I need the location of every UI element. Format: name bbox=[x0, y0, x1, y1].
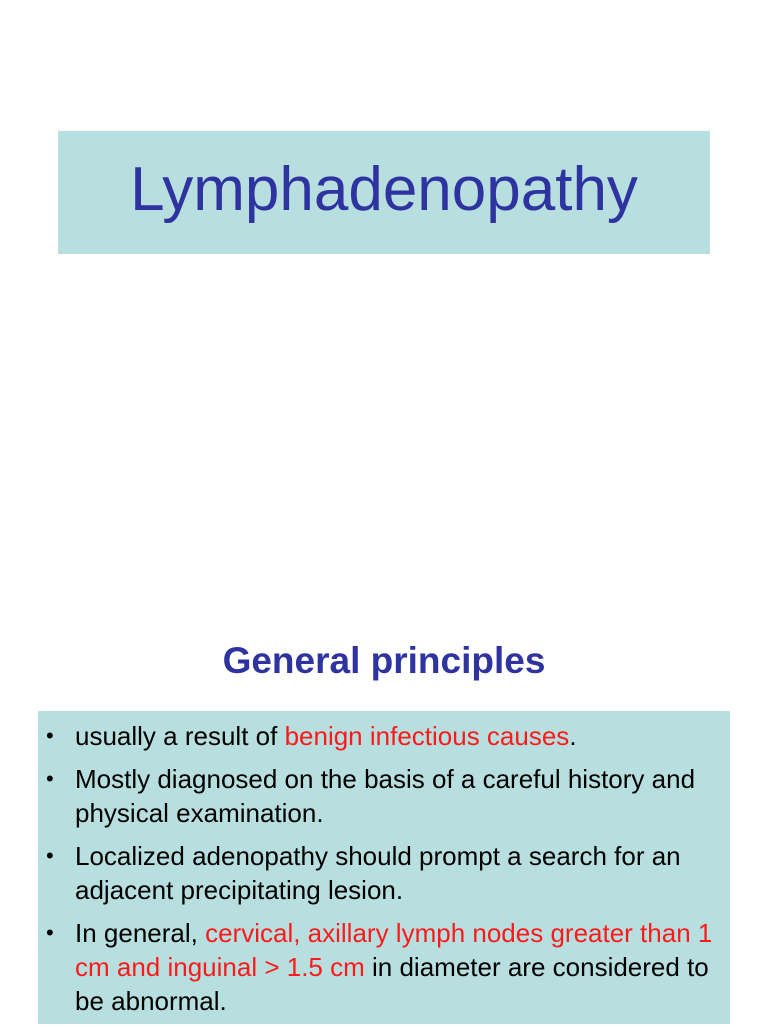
section-heading: General principles bbox=[222, 640, 546, 681]
bullet-highlight: cervical, axillary lymph nodes greater than 1 cm and inguinal > 1.5 cm bbox=[75, 918, 713, 982]
bullet-list bbox=[38, 719, 730, 1027]
bullet-highlight: benign infectious causes bbox=[284, 721, 570, 751]
bullet-marker: • bbox=[46, 766, 54, 791]
bullet-text: usually a result of bbox=[75, 721, 285, 751]
bullet-text: Localized adenopathy should prompt a search for an adjacent precipitating lesion. bbox=[75, 841, 681, 905]
bullet-text: in diameter are considered to be abnormal. bbox=[75, 952, 709, 1016]
bullet-marker: • bbox=[46, 920, 54, 945]
bullet-item bbox=[38, 719, 730, 753]
title-banner bbox=[58, 131, 710, 254]
slide-title: Lymphadenopathy bbox=[130, 154, 638, 224]
bullet-item bbox=[38, 762, 730, 830]
principles-box bbox=[38, 711, 730, 1024]
bullet-item bbox=[38, 916, 730, 1018]
bullet-marker: • bbox=[46, 843, 54, 868]
bullet-marker: • bbox=[46, 723, 54, 748]
bullet-item bbox=[38, 839, 730, 907]
bullet-text: . bbox=[569, 721, 577, 751]
bullet-text: In general, bbox=[75, 918, 206, 948]
bullet-text: Mostly diagnosed on the basis of a careful history and physical examination. bbox=[75, 764, 696, 828]
